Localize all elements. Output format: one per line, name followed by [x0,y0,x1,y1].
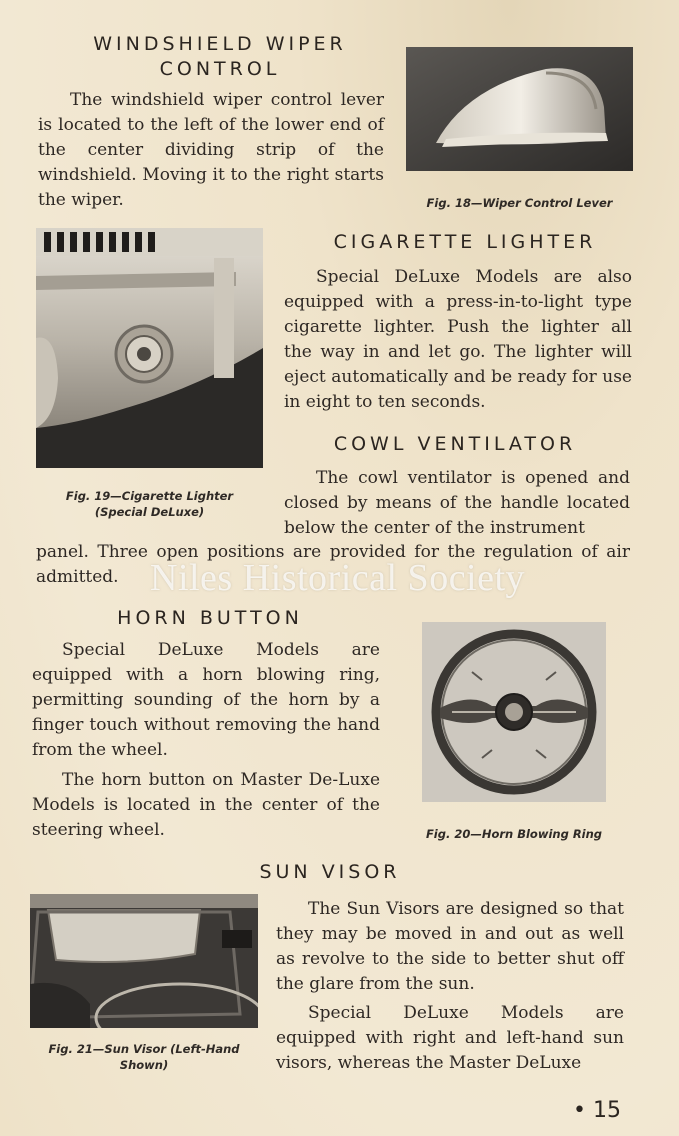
lighter-paragraph: Special DeLuxe Models are also equipped with a press-in-to-light type cigarette lighter. Push the lighter all the way in and let go. The lighter will eject automatically and be ready for use in eight to ten seconds. [284,267,632,412]
horn-ring-figure [422,622,606,802]
wiper-control-figure [406,47,633,171]
visor-caption-line1: Fig. 21—Sun Visor (Left-Hand [48,1042,240,1056]
horn-heading: HORN BUTTON [117,607,303,629]
horn-paragraph-1: Special DeLuxe Models are equipped with a horn blowing ring, permitting sounding of the horn by a finger touch without removing the hand from the wheel. [32,640,380,760]
wiper-caption: Fig. 18—Wiper Control Lever [426,196,613,210]
wiper-heading-line1: WINDSHIELD WIPER [93,33,347,55]
cowl-heading: COWL VENTILATOR [333,433,577,455]
lighter-heading: CIGARETTE LIGHTER [333,231,597,253]
horn-paragraph-2: The horn button on Master De-Luxe Models is located in the center of the steering wheel. [32,770,380,840]
cigarette-lighter-figure [36,228,263,468]
page-number: • 15 [573,1098,621,1123]
horn-caption: Fig. 20—Horn Blowing Ring [425,827,603,841]
wiper-paragraph: The windshield wiper control lever is located to the left of the lower end of the center dividing strip of the windshield. Moving it to the right starts the wiper. [38,90,384,210]
lighter-caption-line1: Fig. 19—Cigarette Lighter [65,489,234,503]
cowl-paragraph-part2: panel. Three open positions are provided for the regulation of air admitted. [36,542,630,587]
visor-caption [30,1041,258,1073]
wiper-heading-line2: CONTROL [159,58,281,80]
wiper-heading [60,32,380,82]
visor-paragraph-2: Special DeLuxe Models are equipped with right and left-hand sun visors, whereas the Master DeLuxe [276,1003,624,1073]
watermark-text: Niles Historical Society [150,557,526,599]
visor-caption-line2: Shown) [119,1058,169,1072]
cowl-paragraph-part1: The cowl ventilator is opened and closed by means of the handle located below the center of the instrument [284,468,630,538]
sun-visor-figure [30,894,258,1028]
visor-heading: SUN VISOR [259,861,401,883]
lighter-caption [36,488,263,520]
visor-paragraph-1: The Sun Visors are designed so that they may be moved in and out as well as revolve to the side to better shut off the glare from the sun. [276,899,624,994]
lighter-caption-line2: (Special DeLuxe) [94,505,205,519]
